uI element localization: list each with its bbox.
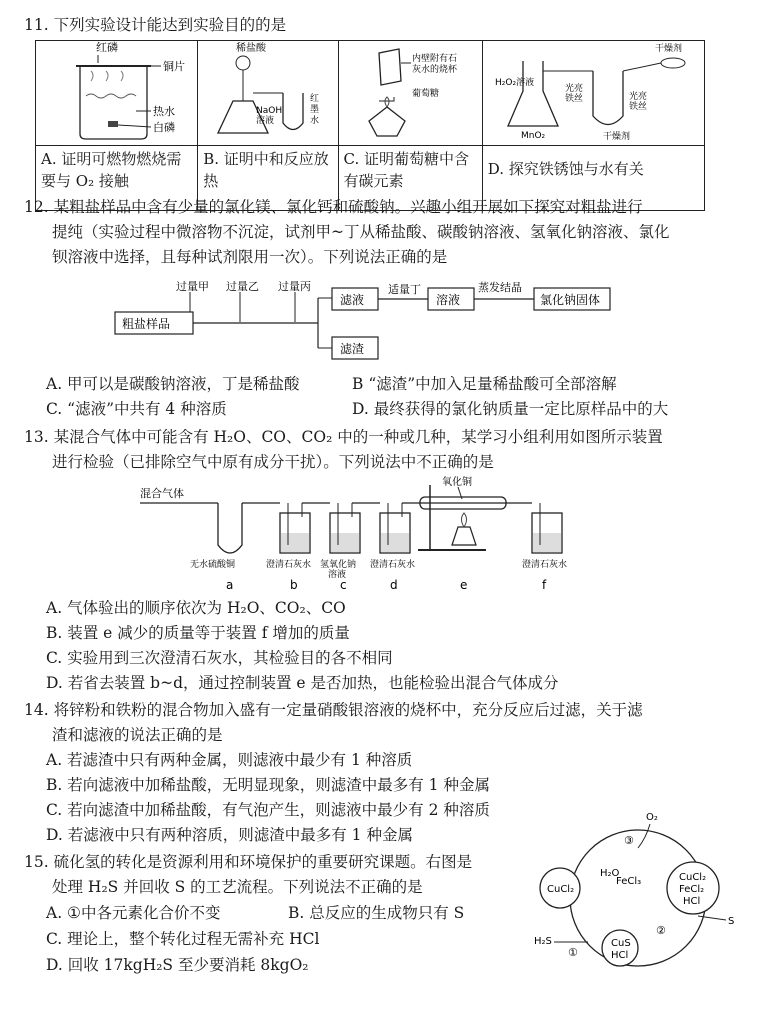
label-step-3: ③ (624, 834, 634, 847)
q12-option-a: A. 甲可以是碳酸钠溶液，丁是稀盐酸 (46, 375, 300, 393)
q11-option-a: A. 证明可燃物燃烧需要与 O₂ 接触 (36, 146, 198, 211)
q12-stem-line3: 钡溶液中选择，且每种试剂限用一次）。下列说法正确的是 (52, 248, 448, 266)
label-iron-1: 铁丝 (564, 94, 583, 104)
node-fecl2: FeCl₂ (679, 884, 705, 895)
label-h2s: H₂S (534, 936, 552, 947)
q13-option-a: A. 气体验出的顺序依次为 H₂O、CO₂、CO (46, 599, 346, 617)
label-iron-2: 铁丝 (628, 102, 647, 112)
q12-option-c: C. “滤液”中共有 4 种溶质 (46, 400, 227, 418)
q12-stem-line2: 提纯（实验过程中微溶物不沉淀，试剂甲~丁从稀盐酸、碳酸钠溶液、氢氧化钠溶液、氯化 (52, 223, 670, 241)
letter-a: a (226, 578, 234, 592)
flow-reagent-a: 过量甲 (176, 280, 209, 293)
label-beaker-2: 灰水的烧杯 (411, 65, 457, 75)
q13-apparatus (140, 475, 620, 593)
q12-option-b: B “滤渣”中加入足量稀盐酸可全部溶解 (352, 375, 617, 393)
q15-option-c: C. 理论上，整个转化过程无需补充 HCl (46, 930, 320, 948)
q14-option-c: C. 若向滤渣中加稀盐酸，有气泡产生，则滤液中最少有 2 种溶质 (46, 801, 490, 819)
q15-stem-line2: 处理 H₂S 并回收 S 的工艺流程。下列说法不正确的是 (52, 878, 423, 896)
label-o2: O₂ (646, 812, 658, 823)
flow-reagent-d: 适量丁 (388, 283, 421, 296)
q15-option-d: D. 回收 17kgH₂S 至少要消耗 8kgO₂ (46, 956, 309, 974)
node-cus: CuS (611, 938, 631, 949)
q11-stem: 11. 下列实验设计能达到实验目的的是 (24, 16, 287, 34)
label-hot-water: 热水 (153, 105, 175, 118)
label-anhydrous-cuso4: 无水硫酸铜 (190, 560, 236, 570)
label-desiccant-top: 干燥剂 (654, 44, 682, 54)
q14-option-a: A. 若滤渣中只有两种金属，则滤液中最少有 1 种溶质 (46, 751, 413, 769)
label-red-phosphorus: 红磷 (96, 41, 118, 54)
label-limewater-f: 澄清石灰水 (522, 560, 568, 570)
label-beaker-1: 内壁附有石 (411, 54, 457, 64)
label-step-2: ② (656, 924, 666, 937)
letter-f: f (542, 578, 547, 592)
rusting-apparatus (483, 41, 703, 141)
q15-option-a: A. ①中各元素化合价不变 (46, 904, 221, 922)
node-cucl2-left: CuCl₂ (547, 884, 575, 895)
flow-reagent-b: 过量乙 (226, 280, 259, 293)
flow-filtrate: 滤液 (340, 293, 365, 307)
label-desiccant-bottom: 干燥剂 (602, 132, 630, 141)
label-solution: 溶液 (256, 116, 275, 126)
q12-option-d: D. 最终获得的氯化钠质量一定比原样品中的大 (352, 400, 669, 418)
q15-stem-line1: 15. 硫化氢的转化是资源利用和环境保护的重要研究课题。右图是 (24, 853, 473, 871)
q11-figure-b (198, 41, 338, 146)
q13-option-d: D. 若省去装置 b~d，通过控制装置 e 是否加热，也能检验出混合气体成分 (46, 674, 559, 692)
label-limewater-b: 澄清石灰水 (266, 560, 312, 570)
node-cucl2-right: CuCl₂ (679, 872, 707, 883)
node-hcl-bottom: HCl (611, 950, 629, 961)
label-bright-2: 光亮 (628, 92, 647, 102)
q14-stem-line2: 渣和滤液的说法正确的是 (52, 726, 223, 744)
label-bright-1: 光亮 (564, 84, 583, 94)
q11-option-c: C. 证明葡萄糖中含有碳元素 (338, 146, 482, 211)
letter-c: c (340, 578, 347, 592)
q15-option-b: B. 总反应的生成物只有 S (288, 904, 465, 922)
q14-option-d: D. 若滤液中只有两种溶质，则滤渣中最多有 1 种金属 (46, 826, 413, 844)
glucose-apparatus (339, 41, 481, 141)
q12-stem-line1: 12. 某粗盐样品中含有少量的氯化镁、氯化钙和硫酸钠。兴趣小组开展如下探究对粗盐进行 (24, 198, 643, 216)
q15-cycle-diagram (528, 808, 758, 978)
label-copper-oxide: 氧化铜 (442, 477, 472, 488)
flow-solution: 溶液 (436, 293, 461, 307)
label-copper: 铜片 (163, 60, 185, 73)
label-naoh: NaOH (256, 106, 283, 116)
q11-option-d: D. 探究铁锈蚀与水有关 (482, 146, 704, 211)
flow-reagent-c: 过量丙 (278, 280, 311, 293)
q11-experiment-table (35, 40, 705, 211)
label-naoh-c: 氢氧化钠 (320, 560, 357, 570)
label-solution-c: 溶液 (328, 570, 347, 580)
letter-d: d (390, 578, 398, 592)
q13-option-c: C. 实验用到三次澄清石灰水，其检验目的各不相同 (46, 649, 393, 667)
label-white-phosphorus: 白磷 (153, 121, 175, 134)
label-mno2: MnO₂ (520, 131, 545, 141)
label-h2o2: H₂O₂溶液 (494, 78, 534, 88)
q13-option-b: B. 装置 e 减少的质量等于装置 f 增加的质量 (46, 624, 350, 642)
q11-figure-d (482, 41, 704, 146)
label-red-ink-2: 墨 (310, 105, 320, 115)
label-fecl3: FeCl₃ (616, 876, 642, 887)
label-glucose: 葡萄糖 (411, 89, 439, 99)
label-red-ink-3: 水 (310, 116, 320, 126)
q13-stem-line1: 13. 某混合气体中可能含有 H₂O、CO、CO₂ 中的一种或几种，某学习小组利用如图所示装置 (24, 428, 663, 446)
label-step-1: ① (568, 946, 578, 959)
neutralization-apparatus (198, 41, 336, 141)
q13-stem-line2: 进行检验（已排除空气中原有成分干扰）。下列说法中不正确的是 (52, 453, 494, 471)
q11-figure-a (36, 41, 198, 146)
label-hcl: 稀盐酸 (236, 43, 267, 54)
label-limewater-d: 澄清石灰水 (370, 560, 416, 570)
node-hcl-right: HCl (683, 896, 701, 907)
letter-e: e (460, 578, 468, 592)
label-h2o: H₂O (600, 868, 620, 879)
label-red-ink-1: 红 (310, 94, 320, 104)
flow-residue: 滤渣 (340, 342, 365, 356)
q14-stem-line1: 14. 将锌粉和铁粉的混合物加入盛有一定量硝酸银溶液的烧杯中，充分反应后过滤，关于滤 (24, 701, 643, 719)
combustion-apparatus (36, 41, 196, 141)
flow-nacl-solid: 氯化钠固体 (540, 293, 601, 307)
q11-option-b: B. 证明中和反应放热 (198, 146, 338, 211)
q12-flowchart (110, 278, 630, 368)
letter-b: b (290, 578, 298, 592)
label-mixed-gas: 混合气体 (140, 487, 184, 500)
q11-figure-c (338, 41, 482, 146)
q14-option-b: B. 若向滤液中加稀盐酸，无明显现象，则滤渣中最多有 1 种金属 (46, 776, 490, 794)
flow-evaporate: 蒸发结晶 (478, 281, 522, 294)
flow-crude-salt: 粗盐样品 (122, 317, 171, 331)
label-sulfur: S (728, 916, 735, 927)
